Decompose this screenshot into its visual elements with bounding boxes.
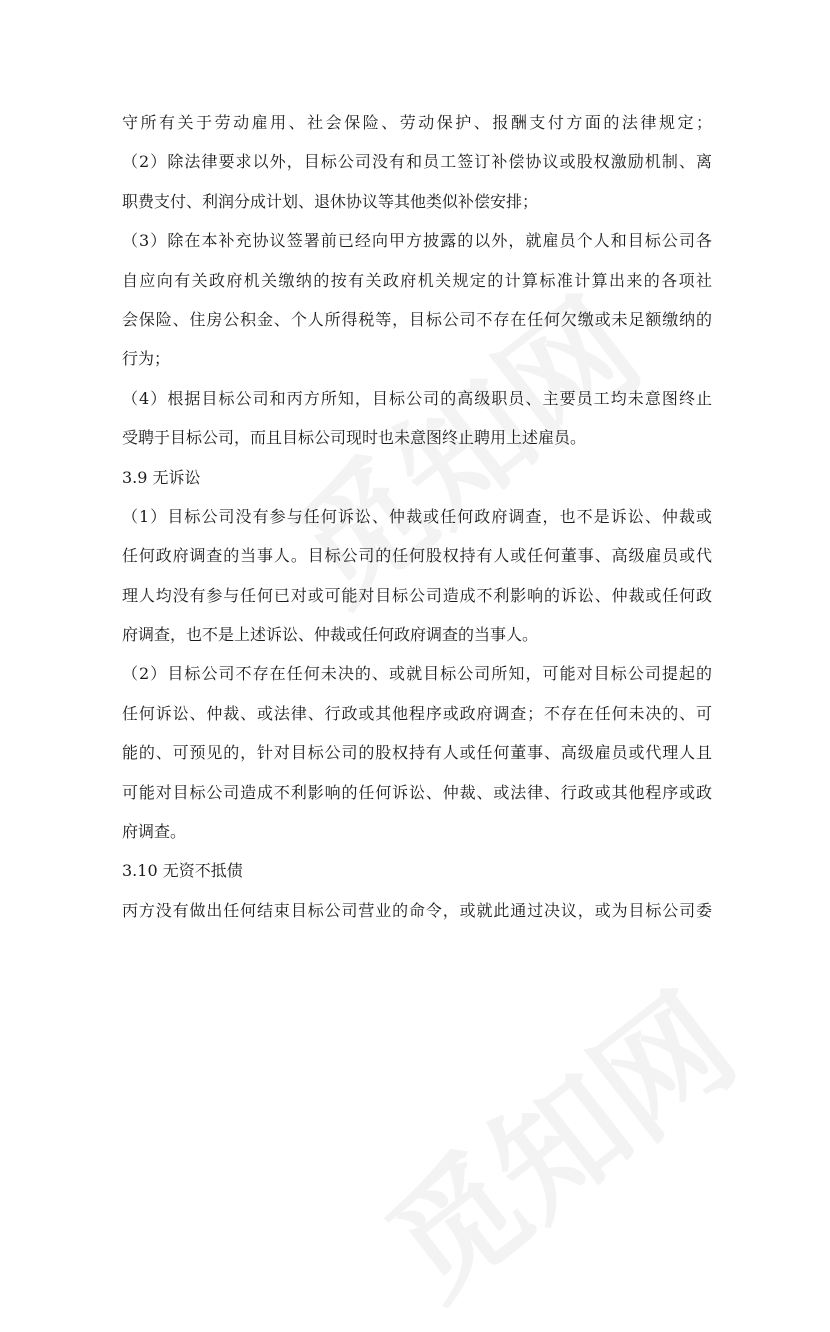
document-body	[122, 103, 712, 930]
paragraph-line: 行为；	[122, 349, 171, 369]
paragraph-line: 府调查。	[122, 822, 187, 842]
section-heading: 3.10 无资不抵债	[122, 861, 243, 881]
paragraph-line: 自应向有关政府机关缴纳的按有关政府机关规定的计算标准计算出来的各项社	[122, 270, 712, 290]
paragraph-line: （4）根据目标公司和丙方所知，目标公司的高级职员、主要员工均未意图终止	[122, 388, 712, 408]
paragraph-line: 会保险、住房公积金、个人所得税等，目标公司不存在任何欠缴或未足额缴纳的	[122, 309, 712, 329]
paragraph-line: 受聘于目标公司，而且目标公司现时也未意图终止聘用上述雇员。	[122, 428, 587, 448]
paragraph-line: （1）目标公司没有参与任何诉讼、仲裁或任何政府调查，也不是诉讼、仲裁或	[122, 506, 712, 526]
paragraph-line: （3）除在本补充协议签署前已经向甲方披露的以外，就雇员个人和目标公司各	[122, 231, 712, 251]
paragraph-line: （2）除法律要求以外，目标公司没有和员工签订补偿协议或股权激励机制、离	[122, 152, 712, 172]
paragraph-line: 丙方没有做出任何结束目标公司营业的命令，或就此通过决议，或为目标公司委	[122, 900, 712, 920]
paragraph-line: 任何政府调查的当事人。目标公司的任何股权持有人或任何董事、高级雇员或代	[122, 546, 712, 566]
paragraph-line: 任何诉讼、仲裁、或法律、行政或其他程序或政府调查；不存在任何未决的、可	[122, 703, 712, 723]
paragraph-line: 府调查，也不是上述诉讼、仲裁或任何政府调查的当事人。	[122, 625, 539, 645]
section-heading: 3.9 无诉讼	[122, 467, 201, 487]
paragraph-line: 职费支付、利润分成计划、退休协议等其他类似补偿安排；	[122, 191, 539, 211]
paragraph-line: 守所有关于劳动雇用、社会保险、劳动保护、报酬支付方面的法律规定；	[122, 113, 712, 132]
paragraph-line: 理人均没有参与任何已对或可能对目标公司造成不利影响的诉讼、仲裁或任何政	[122, 585, 712, 605]
paragraph-line: （2）目标公司不存在任何未决的、或就目标公司所知，可能对目标公司提起的	[122, 664, 712, 684]
paragraph-line: 可能对目标公司造成不利影响的任何诉讼、仲裁、或法律、行政或其他程序或政	[122, 782, 712, 802]
watermark	[344, 945, 766, 1332]
paragraph-line: 能的、可预见的，针对目标公司的股权持有人或任何董事、高级雇员或代理人且	[122, 743, 712, 763]
